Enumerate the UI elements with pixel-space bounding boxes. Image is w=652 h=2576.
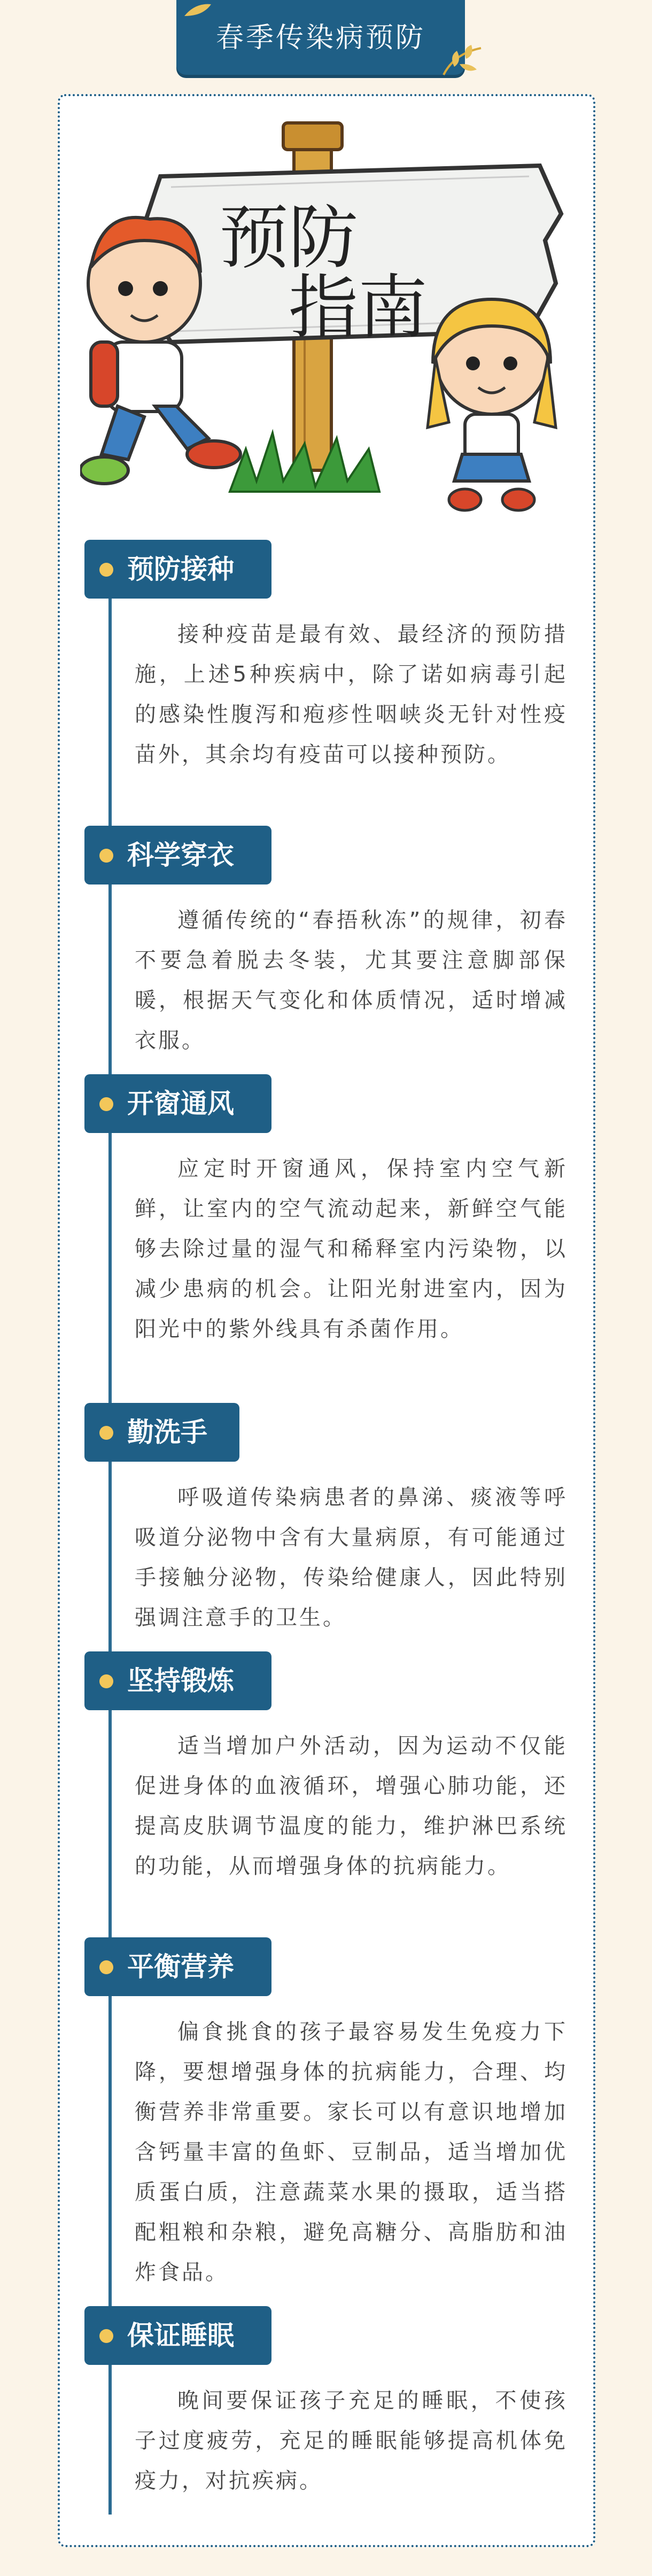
- sign-text-line1: 预防: [219, 197, 359, 278]
- section-label-text: 勤洗手: [127, 1417, 207, 1448]
- leaf-icon: [182, 0, 214, 21]
- grass-icon: [230, 433, 379, 492]
- section-text-sleep: 晚间要保证孩子充足的睡眠，不使孩子过度疲劳，充足的睡眠能够提高机体免疫力，对抗疾病。: [135, 2388, 568, 2493]
- section-label-sleep: [84, 2306, 271, 2365]
- section-label-text: 保证睡眠: [127, 2320, 234, 2351]
- bullet-dot-icon: [99, 2329, 113, 2343]
- section-text-nutrition: 偏食挑食的孩子最容易发生免疫力下降，要想增强身体的抗病能力，合理、均衡营养非常重要。家长可以有意识地增加含钙量丰富的鱼虾、豆制品，适当增加优质蛋白质，注意蔬菜水果的摄取，适当搭配粗粮和杂粮，避免高糖分、高脂肪和油炸食品。: [135, 2020, 568, 2285]
- section-label-clothing: [84, 826, 271, 884]
- bullet-dot-icon: [99, 1674, 113, 1688]
- bullet-dot-icon: [99, 563, 113, 577]
- section-label-exercise: [84, 1651, 271, 1710]
- page-title: 春季传染病预防: [215, 22, 425, 54]
- hero-illustration: [80, 107, 572, 518]
- bullet-dot-icon: [99, 1426, 113, 1440]
- section-text-handwashing: 呼吸道传染病患者的鼻涕、痰液等呼吸道分泌物中含有大量病原，有可能通过手接触分泌物，传染给健康人，因此特别强调注意手的卫生。: [135, 1485, 568, 1630]
- section-text-ventilation: 应定时开窗通风，保持室内空气新鲜，让室内的空气流动起来，新鲜空气能够去除过量的湿气和稀释室内污染物，以减少患病的机会。让阳光射进室内，因为阳光中的紫外线具有杀菌作用。: [135, 1157, 568, 1341]
- section-label-nutrition: [84, 1937, 271, 1996]
- section-label-text: 平衡营养: [127, 1951, 234, 1982]
- section-text-exercise: 适当增加户外活动，因为运动不仅能促进身体的血液循环，增强心肺功能，还提高皮肤调节温度的能力，维护淋巴系统的功能，从而增强身体的抗病能力。: [135, 1734, 568, 1879]
- section-label-text: 坚持锻炼: [127, 1665, 234, 1696]
- bullet-dot-icon: [99, 1097, 113, 1111]
- leaf-icon: [438, 43, 486, 80]
- bullet-dot-icon: [99, 849, 113, 863]
- section-label-vaccination: [84, 540, 271, 599]
- section-label-text: 科学穿衣: [127, 840, 234, 871]
- section-text-clothing: 遵循传统的“春捂秋冻”的规律，初春不要急着脱去冬装，尤其要注意脚部保暖，根据天气变化和体质情况，适时增减衣服。: [135, 908, 568, 1053]
- bullet-dot-icon: [99, 1960, 113, 1974]
- section-label-text: 预防接种: [127, 554, 234, 585]
- section-label-handwashing: [84, 1403, 239, 1462]
- sign-text-line2: 指南: [289, 267, 428, 348]
- section-text-vaccination: 接种疫苗是最有效、最经济的预防措施，上述5种疾病中，除了诺如病毒引起的感染性腹泻和疱疹性咽峡炎无针对性疫苗外，其余均有疫苗可以接种预防。: [135, 622, 568, 767]
- section-label-text: 开窗通风: [127, 1088, 234, 1119]
- girl-cartoon-icon: [428, 299, 556, 510]
- section-label-ventilation: [84, 1074, 271, 1133]
